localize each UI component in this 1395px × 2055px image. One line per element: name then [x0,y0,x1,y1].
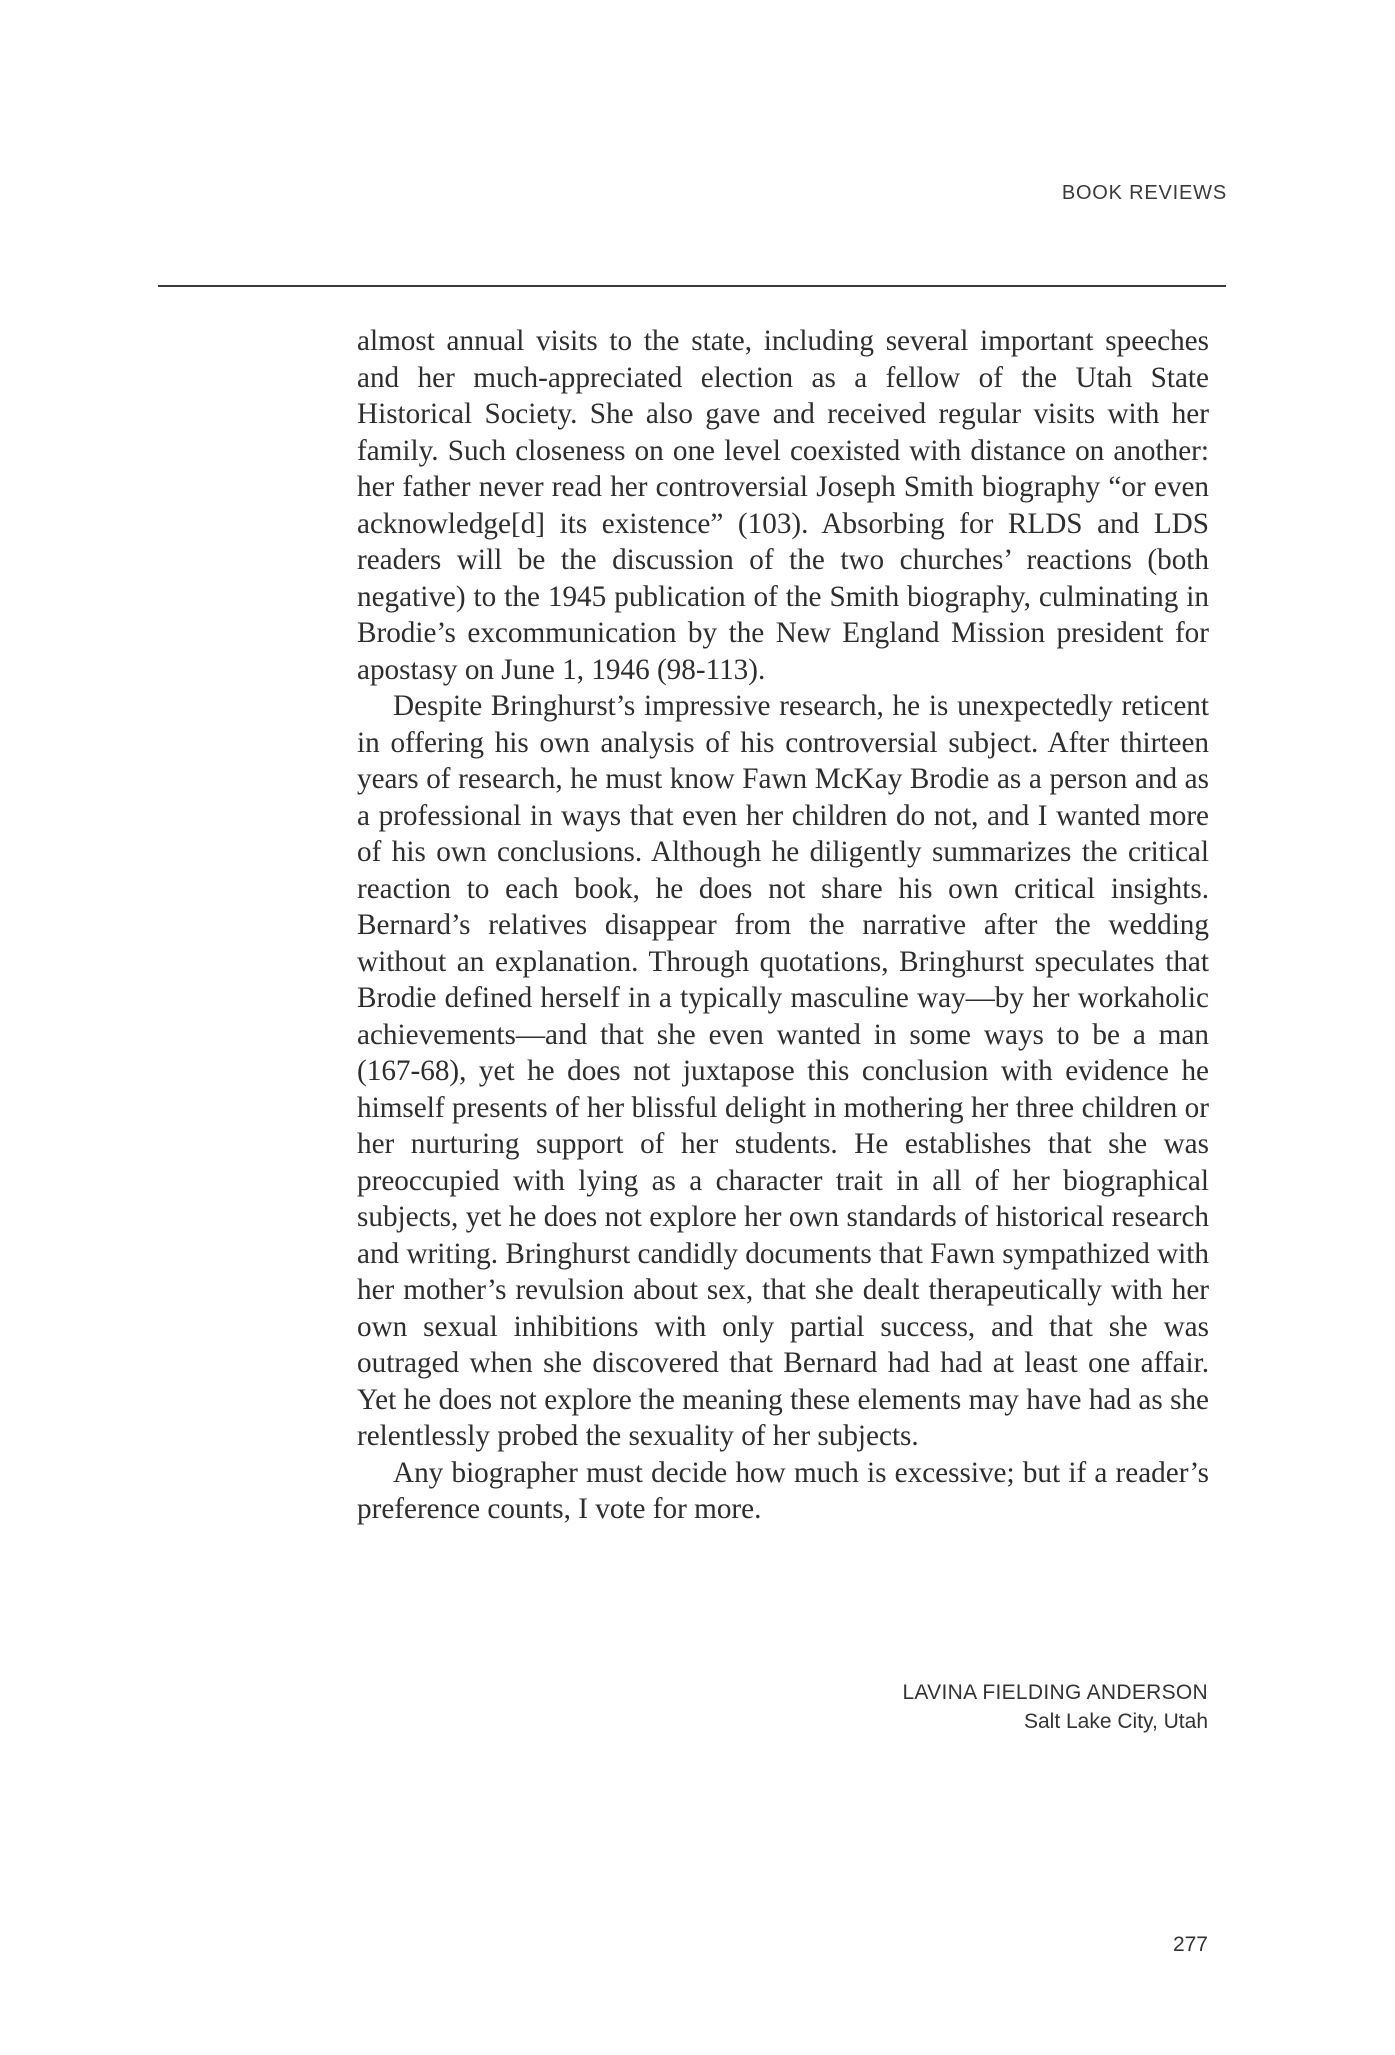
running-head: BOOK REVIEWS [1061,182,1227,204]
paragraph-1: almost annual visits to the state, including several important speeches and her much-appreciated election as a fellow of the Utah State Historical Society. She also gave and received regular visits with her family. Such closeness on one level coexisted with distance on another: her father never read her controversial Joseph Smith biography “or even acknowledge[d] its existence” (103). Absorbing for RLDS and LDS readers will be the discussion of the two churches’ reactions (both negative) to the 1945 publication of the Smith biography, culminating in Brodie’s excommunication by the New England Mission president for apostasy on June 1, 1946 (98-113). [357,325,1209,686]
review-body [357,323,1209,1528]
reviewer-location: Salt Lake City, Utah [1023,1710,1208,1733]
header-rule [158,285,1226,287]
reviewer-signature [902,1678,1208,1736]
paragraph-2: Despite Bringhurst’s impressive research, he is unexpectedly reticent in offering his own analysis of his controversial subject. After thirteen years of research, he must know Fawn McKay Brodie as a person and as a professional in ways that even her children do not, and I wanted more of his own conclusions. Although he diligently summarizes the critical reaction to each book, he does not share his own critical insights. Bernard’s relatives disappear from the narrative after the wedding without an explanation. Through quotations, Bringhurst speculates that Brodie defined herself in a typically masculine way—by her workaholic achievements—and that she even wanted in some ways to be a man (167-68), yet he does not juxtapose this conclusion with evidence he himself presents of her blissful delight in mothering her three children or her nurturing support of her students. He establishes that she was preoccupied with lying as a character trait in all of her biographical subjects, yet he does not explore her own standards of historical research and writing. Bringhurst candidly documents that Fawn sympathized with her mother’s revulsion about sex, that she dealt therapeutically with her own sexual inhibitions with only partial success, and that she was outraged when she discovered that Bernard had had at least one affair. Yet he does not explore the meaning these elements may have had as she relentlessly probed the sexuality of her subjects. [357,690,1209,1452]
page-number: 277 [1172,1933,1208,1956]
reviewer-name: LAVINA FIELDING ANDERSON [902,1681,1208,1704]
paragraph-3: Any biographer must decide how much is excessive; but if a reader’s preference counts, I vote for more. [357,1456,1209,1525]
